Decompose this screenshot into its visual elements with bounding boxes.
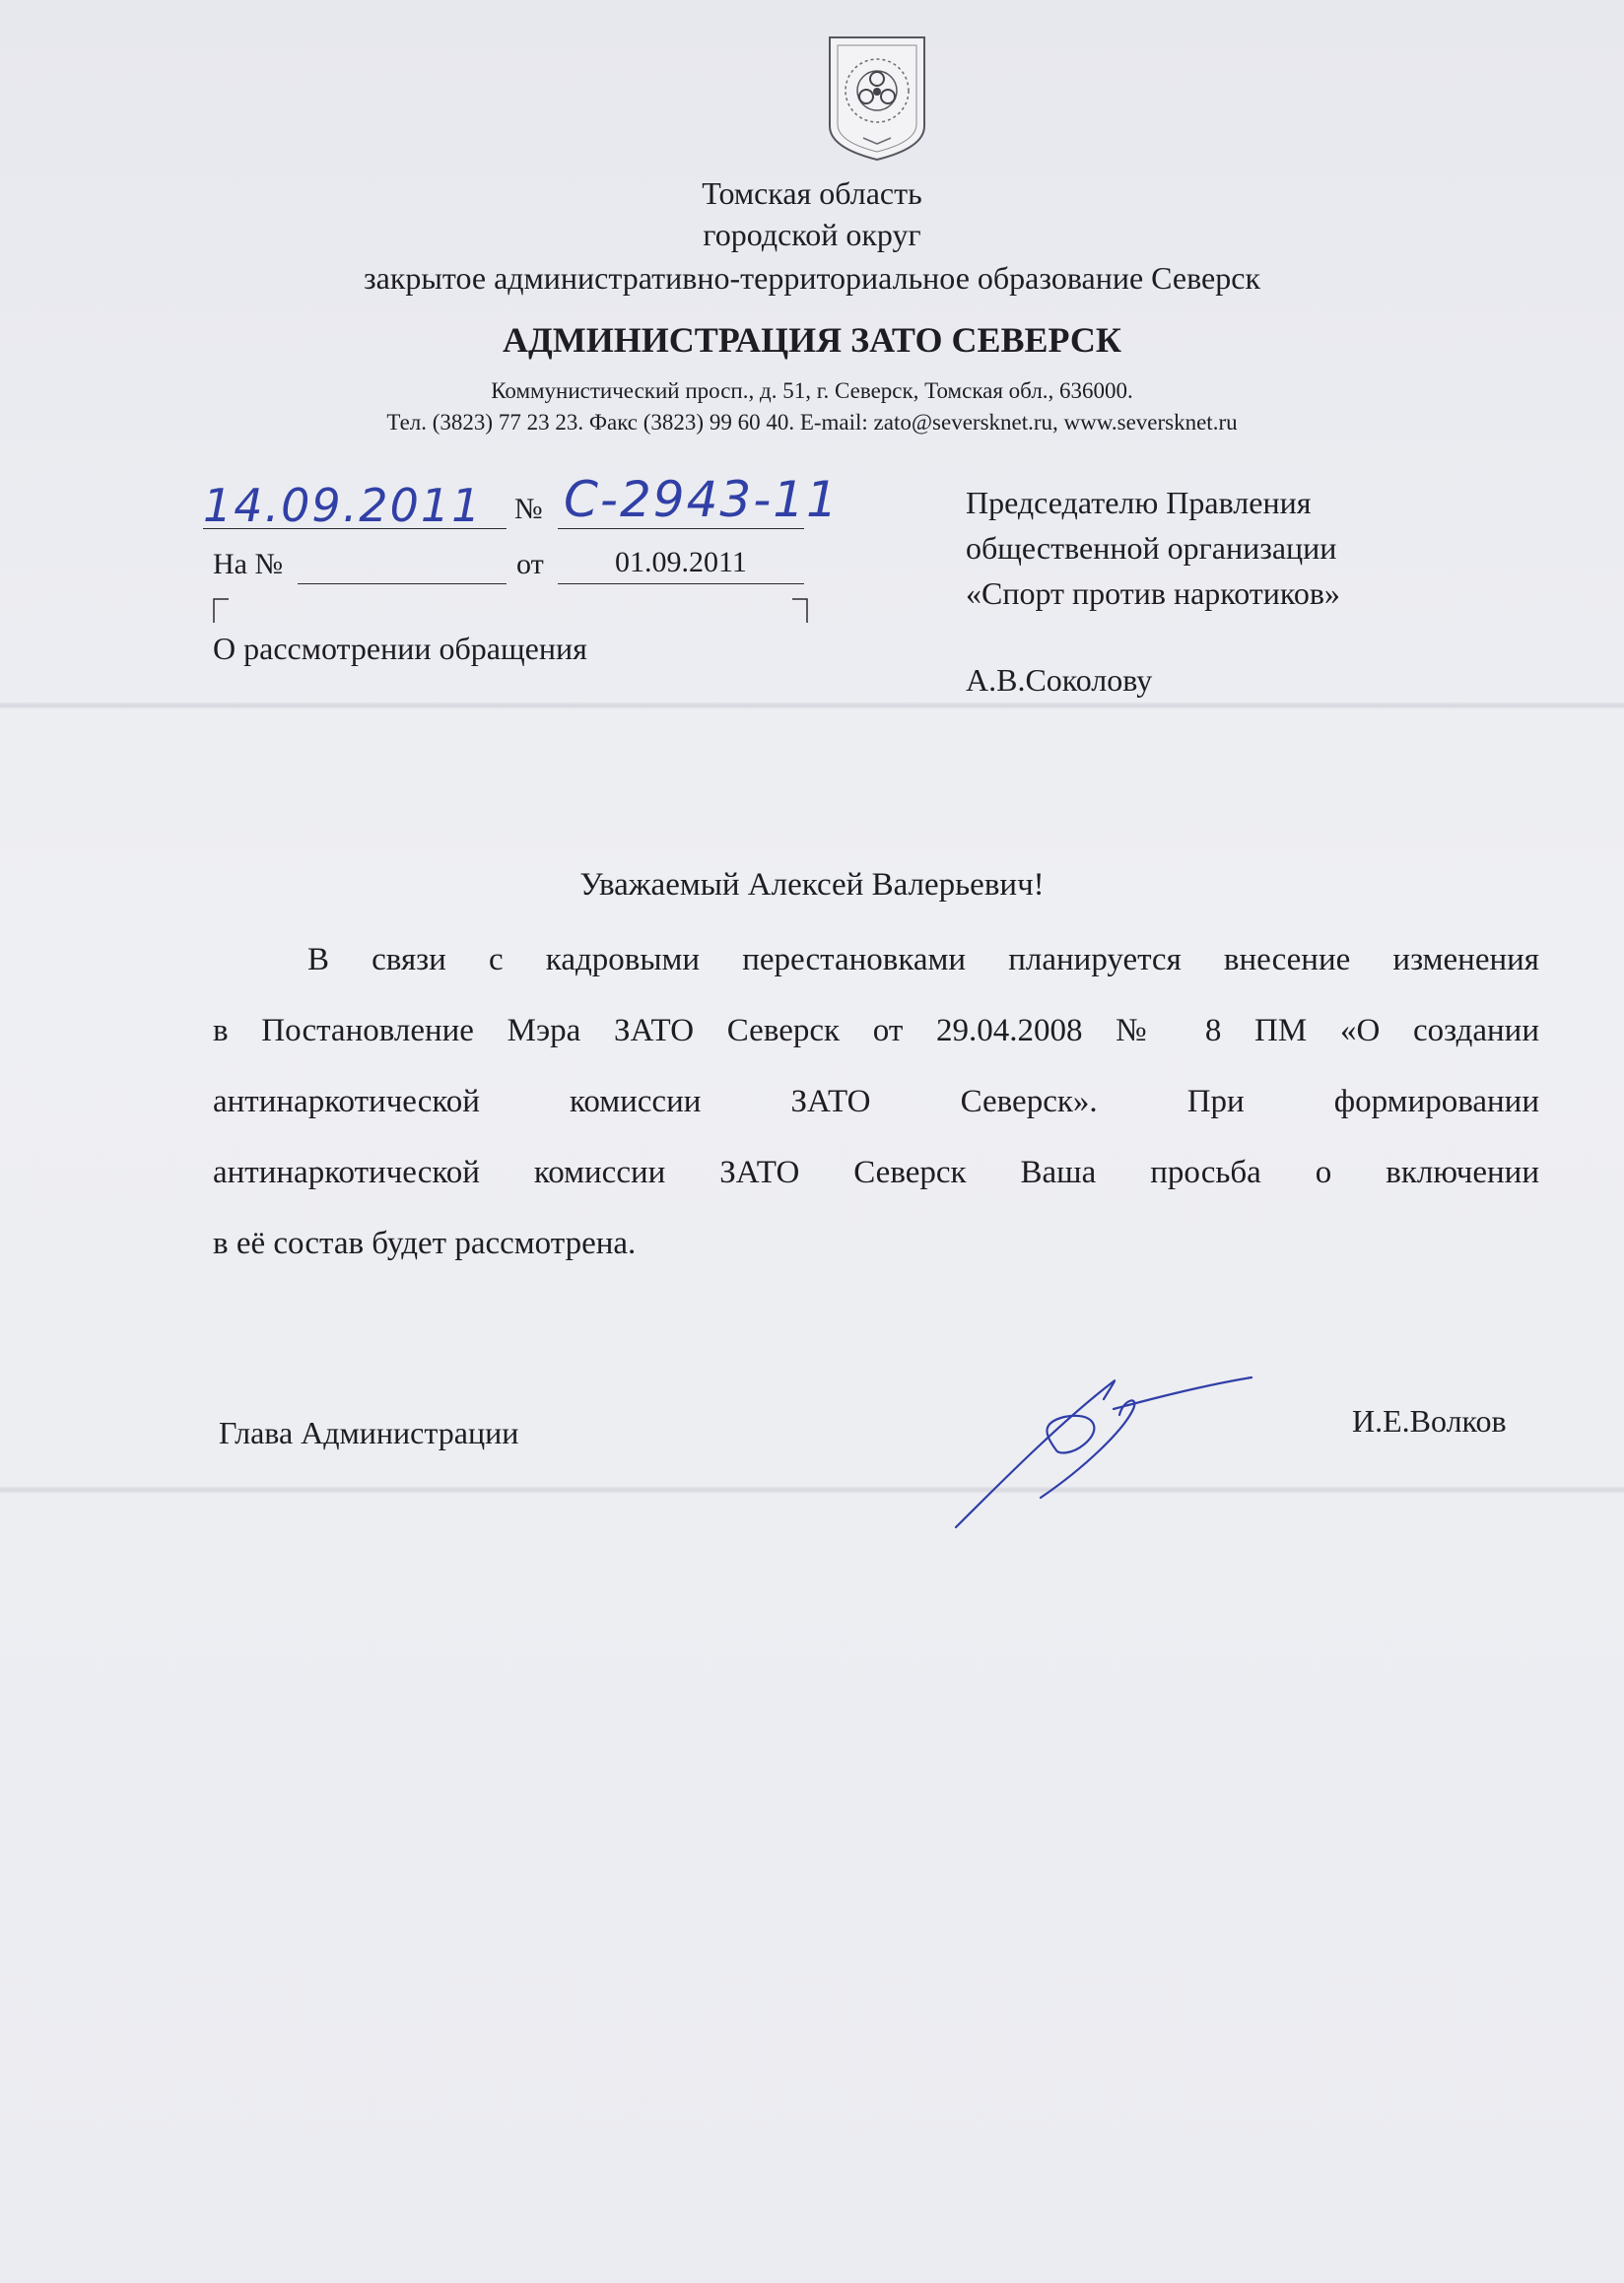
greeting: Уважаемый Алексей Валерьевич! <box>579 867 1045 903</box>
paper-fold <box>0 1486 1624 1494</box>
body-line-3: антинаркотической комиссии ЗАТО Северск». При формировании <box>213 1084 1539 1119</box>
header-address: Коммунистический просп., д. 51, г. Северск, Томская обл., 636000. <box>491 378 1133 403</box>
body-line-4: антинаркотической комиссии ЗАТО Северск Ваша просьба о включении <box>213 1155 1539 1190</box>
recipient-line-2: общественной организации <box>966 530 1337 566</box>
header-region: Томская область <box>702 175 922 211</box>
subject-line: О рассмотрении обращения <box>213 631 587 666</box>
header-zato: закрытое административно-территориальное образование Северск <box>364 260 1260 296</box>
body-line-1: В связи с кадровыми перестановками планируется внесение изменения <box>307 942 1539 977</box>
registration-number: С-2943-11 <box>564 471 840 528</box>
registration-date: 14.09.2011 <box>203 479 483 532</box>
header-organization: АДМИНИСТРАЦИЯ ЗАТО СЕВЕРСК <box>502 320 1122 360</box>
signatory-name: И.Е.Волков <box>1352 1403 1507 1439</box>
subject-brackets <box>213 597 808 625</box>
body-line-5: в её состав будет рассмотрена. <box>213 1226 637 1261</box>
header-contacts: Тел. (3823) 77 23 23. Факс (3823) 99 60 40. E-mail: zato@seversknet.ru, www.seversknet.ru <box>386 410 1238 435</box>
ref-label: На № <box>213 548 284 580</box>
signatory-title: Глава Администрации <box>219 1415 519 1450</box>
paper-fold <box>0 702 1624 709</box>
ref-underline <box>298 583 507 584</box>
ref-date: 01.09.2011 <box>615 546 747 578</box>
ref-from-label: от <box>516 548 544 580</box>
coat-of-arms-emblem <box>824 32 930 164</box>
body-line-2: в Постановление Мэра ЗАТО Северск от 29.04.2008 № 8 ПМ «О создании <box>213 1013 1539 1048</box>
date-underline <box>203 528 507 529</box>
header-district: городской округ <box>703 217 921 252</box>
recipient-line-1: Председателю Правления <box>966 485 1312 520</box>
recipient-line-3: «Спорт против наркотиков» <box>966 575 1340 611</box>
recipient-name: А.В.Соколову <box>966 662 1153 698</box>
ref-date-underline <box>558 583 804 584</box>
number-sign: № <box>514 493 543 525</box>
handwritten-signature <box>946 1360 1271 1537</box>
number-underline <box>558 528 804 529</box>
